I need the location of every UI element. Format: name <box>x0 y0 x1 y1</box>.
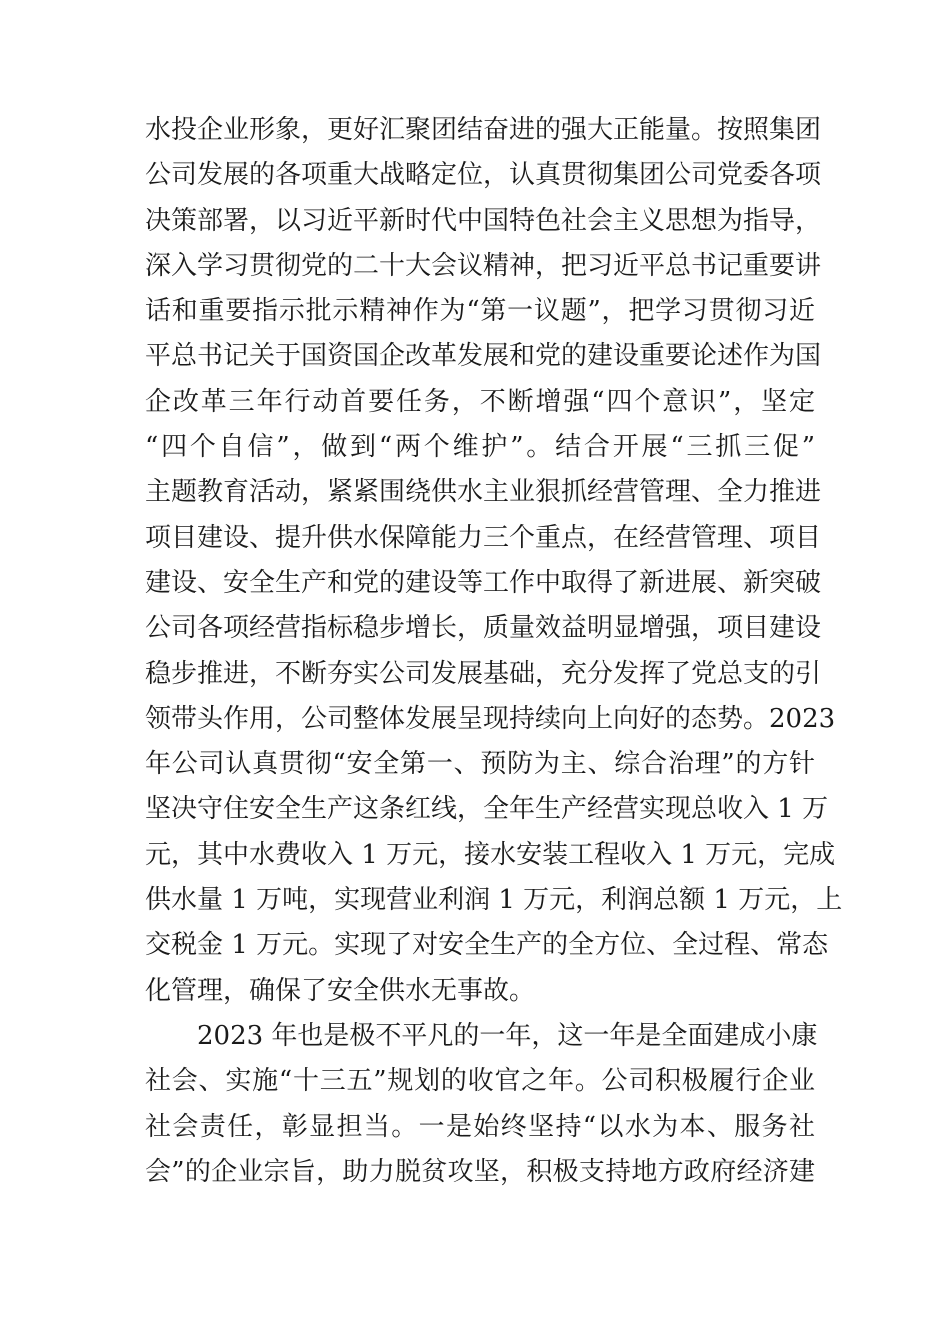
text-line: 话和重要指示批示精神作为“第一议题”，把学习贯彻习近 <box>145 296 815 327</box>
text-line: 社会、实施“十三五”规划的收官之年。公司积极履行企业 <box>145 1066 815 1097</box>
text-line: 公司发展的各项重大战略定位，认真贯彻集团公司党委各项 <box>145 160 822 191</box>
text-line: 平总书记关于国资国企改革发展和党的建设重要论述作为国 <box>145 341 822 372</box>
text-line: 水投企业形象，更好汇聚团结奋进的强大正能量。按照集团 <box>145 115 822 145</box>
text-line: 企改革三年行动首要任务，不断增强“四个意识”，坚定 <box>145 386 815 417</box>
text-line: 项目建设、提升供水保障能力三个重点，在经营管理、项目 <box>145 522 822 553</box>
text-line: 供水量 1 万吨，实现营业利润 1 万元，利润总额 1 万元，上 <box>145 885 843 916</box>
text-line: 决策部署，以习近平新时代中国特色社会主义思想为指导， <box>145 205 822 236</box>
text-line: 化管理，确保了安全供水无事故。 <box>145 975 536 1006</box>
text-line: 社会责任，彰显担当。一是始终坚持“以水为本、服务社 <box>145 1111 815 1142</box>
text-line: 年公司认真贯彻“安全第一、预防为主、综合治理”的方针 <box>145 749 815 780</box>
text-line: 坚决守住安全生产这条红线，全年生产经营实现总收入 1 万 <box>145 794 829 825</box>
text-line: “四个自信”，做到“两个维护”。结合开展“三抓三促” <box>145 432 815 463</box>
text-line: 交税金 1 万元。实现了对安全生产的全方位、全过程、常态 <box>145 930 829 961</box>
text-line: 公司各项经营指标稳步增长，质量效益明显增强，项目建设 <box>145 613 822 644</box>
text-line: 深入学习贯彻党的二十大会议精神，把习近平总书记重要讲 <box>145 250 822 281</box>
document-body <box>145 108 843 1195</box>
text-line: 会”的企业宗旨，助力脱贫攻坚，积极支持地方政府经济建 <box>145 1156 815 1187</box>
text-line: 2023 年也是极不平凡的一年，这一年是全面建成小康 <box>197 1020 818 1051</box>
text-line: 元，其中水费收入 1 万元，接水安装工程收入 1 万元，完成 <box>145 839 836 870</box>
text-line: 稳步推进，不断夯实公司发展基础，充分发挥了党总支的引 <box>145 658 822 689</box>
text-line: 主题教育活动，紧紧围绕供水主业狠抓经营管理、全力推进 <box>145 477 822 508</box>
text-line: 领带头作用，公司整体发展呈现持续向上向好的态势。2023 <box>145 703 836 734</box>
text-line: 建设、安全生产和党的建设等工作中取得了新进展、新突破 <box>145 567 822 598</box>
